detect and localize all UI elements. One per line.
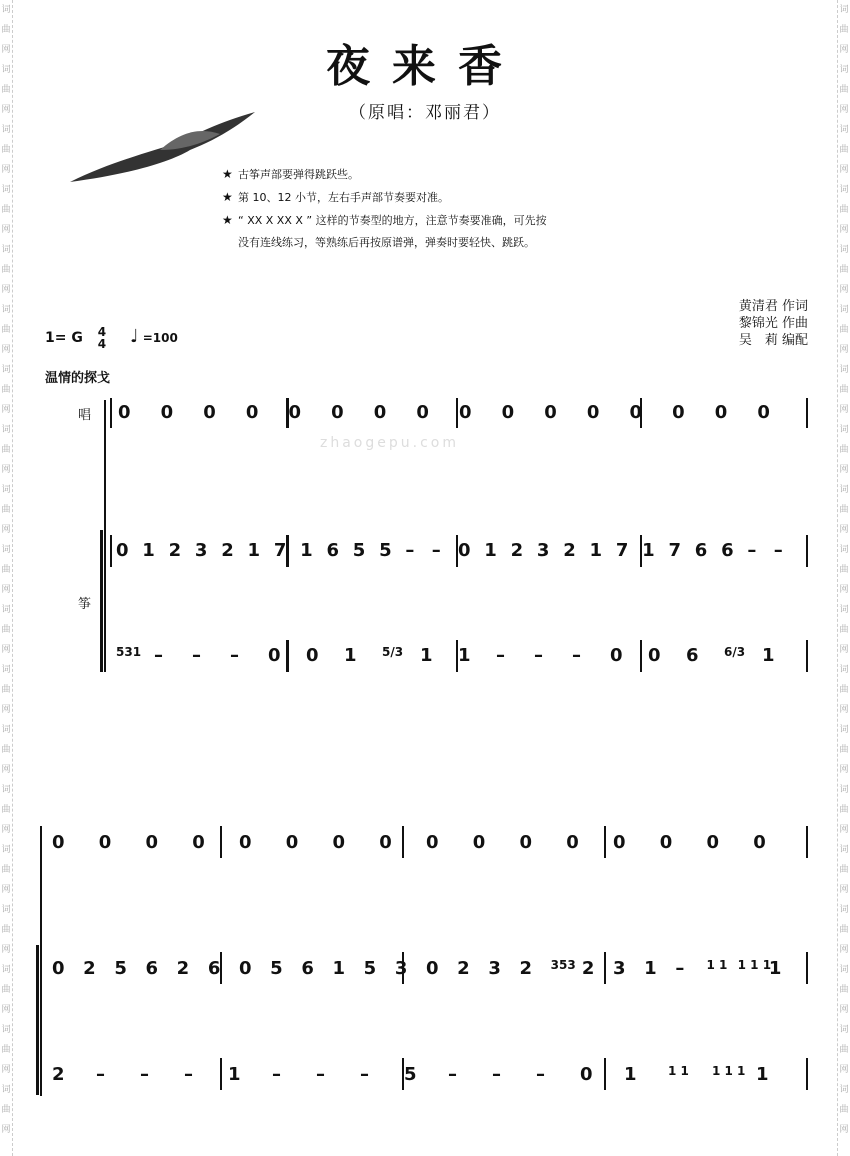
side-mark: 词 bbox=[839, 665, 849, 675]
note: 0 bbox=[472, 832, 486, 853]
side-mark: 网 bbox=[839, 1125, 849, 1135]
side-mark: 曲 bbox=[839, 865, 849, 875]
note: 5 bbox=[352, 540, 366, 561]
note: 2 bbox=[221, 540, 234, 561]
note: 2 bbox=[563, 540, 576, 561]
side-mark: 曲 bbox=[1, 25, 11, 35]
note: 2 bbox=[510, 540, 524, 561]
side-mark: 网 bbox=[839, 345, 849, 355]
side-mark: 曲 bbox=[1, 325, 11, 335]
side-mark: 曲 bbox=[1, 205, 11, 215]
side-mark: 曲 bbox=[839, 25, 849, 35]
side-mark: 词 bbox=[839, 725, 849, 735]
note: 1 1 1 bbox=[737, 958, 772, 972]
note: 0 bbox=[52, 832, 65, 853]
zheng-brace bbox=[36, 945, 39, 1095]
side-mark: 网 bbox=[1, 45, 11, 55]
side-mark: 词 bbox=[839, 1025, 849, 1035]
side-mark: 网 bbox=[1, 585, 11, 595]
side-mark: 曲 bbox=[839, 1105, 849, 1115]
note: 1 bbox=[420, 645, 433, 666]
note: 1 1 bbox=[668, 1064, 689, 1078]
note: 0 bbox=[458, 540, 471, 561]
side-mark: 词 bbox=[839, 125, 849, 135]
side-mark: 曲 bbox=[839, 565, 849, 575]
side-mark: 网 bbox=[1, 885, 11, 895]
note: – bbox=[316, 1064, 325, 1085]
note: 0 bbox=[203, 402, 216, 423]
side-mark: 曲 bbox=[839, 745, 849, 755]
side-mark: 网 bbox=[1, 1065, 11, 1075]
note: 1 bbox=[300, 540, 313, 561]
note: 0 bbox=[331, 402, 344, 423]
note: 6 bbox=[301, 958, 314, 979]
side-mark: 曲 bbox=[839, 805, 849, 815]
note: 0 bbox=[306, 645, 319, 666]
side-mark: 网 bbox=[1, 1125, 11, 1135]
side-mark: 曲 bbox=[839, 625, 849, 635]
quarter-note-icon: ♩ bbox=[130, 326, 139, 347]
note: – bbox=[496, 645, 505, 666]
side-mark: 词 bbox=[1, 545, 11, 555]
side-mark: 曲 bbox=[1, 445, 11, 455]
side-mark: 词 bbox=[839, 605, 849, 615]
side-mark: 词 bbox=[839, 485, 849, 495]
note: 0 bbox=[566, 832, 579, 853]
note: 6 bbox=[721, 540, 734, 561]
side-mark: 词 bbox=[839, 245, 849, 255]
side-mark: 词 bbox=[839, 425, 849, 435]
note: – bbox=[675, 958, 685, 979]
side-mark: 曲 bbox=[1, 265, 11, 275]
note: 0 bbox=[145, 832, 159, 853]
note: 1 bbox=[344, 645, 357, 666]
side-mark: 词 bbox=[1, 605, 11, 615]
side-mark: 曲 bbox=[1, 1105, 11, 1115]
side-mark: 网 bbox=[839, 165, 849, 175]
side-mark: 曲 bbox=[839, 985, 849, 995]
side-mark: 网 bbox=[839, 225, 849, 235]
time-signature-bottom: 4 bbox=[97, 337, 107, 351]
note: 0 bbox=[192, 832, 205, 853]
note: 1 bbox=[332, 958, 346, 979]
note: 2 bbox=[176, 958, 190, 979]
side-mark: 词 bbox=[839, 365, 849, 375]
note: 1 1 1 bbox=[712, 1064, 746, 1078]
note: 531 bbox=[116, 645, 142, 659]
song-subtitle: （原唱：邓丽君） bbox=[349, 103, 501, 123]
note: 1 bbox=[589, 540, 603, 561]
note: 1 bbox=[762, 645, 775, 666]
system-bracket bbox=[40, 826, 42, 1096]
note: 0 bbox=[239, 832, 252, 853]
note: – bbox=[140, 1064, 149, 1085]
note: – bbox=[184, 1064, 193, 1085]
side-mark: 词 bbox=[1, 125, 11, 135]
note: 2 bbox=[457, 958, 470, 979]
note: 6/3 bbox=[724, 645, 746, 659]
side-mark: 曲 bbox=[1, 805, 11, 815]
note: 6 bbox=[326, 540, 339, 561]
note: 7 bbox=[668, 540, 681, 561]
side-mark: 网 bbox=[1, 405, 11, 415]
side-mark: 网 bbox=[1, 525, 11, 535]
note: – bbox=[534, 645, 543, 666]
side-mark: 曲 bbox=[839, 205, 849, 215]
key-signature: 1= G 4 4 bbox=[45, 325, 107, 351]
side-mark: 网 bbox=[1, 285, 11, 295]
side-mark: 曲 bbox=[839, 265, 849, 275]
side-mark: 网 bbox=[839, 465, 849, 475]
note: 6 bbox=[694, 540, 708, 561]
note: 0 bbox=[648, 645, 661, 666]
note: 5 bbox=[379, 540, 392, 561]
side-mark: 词 bbox=[839, 1085, 849, 1095]
side-mark: 词 bbox=[839, 305, 849, 315]
side-mark: 网 bbox=[839, 525, 849, 535]
note: 0 bbox=[239, 958, 252, 979]
note: 0 bbox=[544, 402, 557, 423]
arranger-credit: 吴 莉 编配 bbox=[738, 333, 808, 348]
note: – bbox=[448, 1064, 457, 1085]
side-mark: 网 bbox=[1, 165, 11, 175]
side-mark: 曲 bbox=[1, 865, 11, 875]
note: – bbox=[572, 645, 581, 666]
style-marking: 温情的探戈 bbox=[45, 371, 111, 386]
note: 6 bbox=[207, 958, 221, 979]
note: 3 bbox=[613, 958, 626, 979]
note: 1 bbox=[247, 540, 261, 561]
side-mark: 曲 bbox=[1, 505, 11, 515]
side-mark: 曲 bbox=[839, 1045, 849, 1055]
lyricist-credit: 黄清君 作词 bbox=[738, 299, 808, 314]
side-mark: 词 bbox=[1, 905, 11, 915]
note: – bbox=[536, 1064, 545, 1085]
song-title: 夜来香 bbox=[326, 41, 524, 92]
side-mark: 网 bbox=[839, 765, 849, 775]
side-mark: 网 bbox=[839, 825, 849, 835]
side-mark: 网 bbox=[1, 105, 11, 115]
note: 0 bbox=[373, 402, 387, 423]
note: 0 bbox=[416, 402, 429, 423]
side-mark: 网 bbox=[839, 585, 849, 595]
side-mark: 曲 bbox=[839, 925, 849, 935]
note: 1 bbox=[484, 540, 497, 561]
note: 0 bbox=[98, 832, 112, 853]
note: – bbox=[431, 540, 441, 561]
note: – bbox=[272, 1064, 281, 1085]
side-mark: 词 bbox=[1, 1025, 11, 1035]
side-mark: 词 bbox=[1, 185, 11, 195]
side-mark: 词 bbox=[1, 485, 11, 495]
side-mark: 词 bbox=[839, 5, 849, 15]
side-mark: 网 bbox=[839, 405, 849, 415]
note: 0 bbox=[160, 402, 174, 423]
note: 0 bbox=[610, 645, 623, 666]
note: 2 bbox=[83, 958, 96, 979]
note: 0 bbox=[459, 402, 472, 423]
side-mark: 网 bbox=[839, 105, 849, 115]
side-mark: 网 bbox=[1, 1005, 11, 1015]
note: 2 bbox=[168, 540, 182, 561]
note: 7 bbox=[273, 540, 287, 561]
note: – bbox=[492, 1064, 501, 1085]
side-mark: 词 bbox=[1, 365, 11, 375]
note-item: 没有连线练习，等熟练后再按原谱弹，弹奏时要轻快、跳跃。 bbox=[238, 236, 535, 249]
note: 2 bbox=[581, 958, 595, 979]
side-mark: 网 bbox=[1, 345, 11, 355]
note: – bbox=[773, 540, 783, 561]
note: 0 bbox=[501, 402, 515, 423]
note: 1 bbox=[768, 958, 782, 979]
note: 0 bbox=[268, 645, 281, 666]
note: 0 bbox=[116, 540, 129, 561]
side-mark: 曲 bbox=[839, 685, 849, 695]
note: 1 1 bbox=[706, 958, 728, 972]
side-mark: 曲 bbox=[1, 745, 11, 755]
side-mark: 曲 bbox=[1, 925, 11, 935]
note: 0 bbox=[285, 832, 299, 853]
tempo-marking: ♩ =100 bbox=[130, 326, 178, 347]
note-item: ★ “ XX X XX X ” 这样的节奏型的地方，注意节奏要准确，可先按 bbox=[222, 209, 547, 232]
star-icon: ★ bbox=[222, 167, 233, 181]
note: 5 bbox=[404, 1064, 417, 1085]
note: 1 bbox=[458, 645, 471, 666]
star-icon: ★ bbox=[222, 213, 233, 227]
side-mark: 网 bbox=[839, 1005, 849, 1015]
side-mark: 曲 bbox=[1, 1045, 11, 1055]
note: 0 bbox=[714, 402, 728, 423]
note: 0 bbox=[586, 402, 600, 423]
note: – bbox=[747, 540, 757, 561]
note: 0 bbox=[757, 402, 770, 423]
side-mark: 网 bbox=[1, 645, 11, 655]
side-mark: 词 bbox=[1, 5, 11, 15]
note: 7 bbox=[615, 540, 629, 561]
side-mark: 网 bbox=[839, 45, 849, 55]
note: 2 bbox=[519, 958, 533, 979]
side-mark: 曲 bbox=[839, 145, 849, 155]
note: 1 bbox=[142, 540, 155, 561]
side-mark: 曲 bbox=[1, 685, 11, 695]
side-mark: 网 bbox=[1, 765, 11, 775]
side-mark: 网 bbox=[839, 285, 849, 295]
note: 3 bbox=[394, 958, 408, 979]
composer-credit: 黎锦光 作曲 bbox=[738, 316, 808, 331]
note: 6 bbox=[145, 958, 159, 979]
note: 0 bbox=[245, 402, 259, 423]
side-mark: 网 bbox=[839, 705, 849, 715]
note: 0 bbox=[613, 832, 626, 853]
side-mark: 曲 bbox=[839, 85, 849, 95]
note: 0 bbox=[753, 832, 766, 853]
side-mark: 词 bbox=[839, 785, 849, 795]
side-mark: 网 bbox=[1, 705, 11, 715]
note: 2 bbox=[52, 1064, 65, 1085]
side-mark: 曲 bbox=[839, 385, 849, 395]
side-mark: 曲 bbox=[839, 505, 849, 515]
side-mark: 曲 bbox=[1, 385, 11, 395]
note: 5 bbox=[114, 958, 127, 979]
note: 1 bbox=[228, 1064, 241, 1085]
note: – bbox=[96, 1064, 105, 1085]
note: 0 bbox=[672, 402, 685, 423]
note: 1 bbox=[756, 1064, 769, 1085]
star-icon: ★ bbox=[222, 190, 233, 204]
side-mark: 词 bbox=[1, 65, 11, 75]
side-mark: 网 bbox=[839, 645, 849, 655]
note: 3 bbox=[194, 540, 208, 561]
side-mark: 词 bbox=[839, 845, 849, 855]
note: 0 bbox=[659, 832, 673, 853]
side-mark: 曲 bbox=[839, 325, 849, 335]
side-mark: 曲 bbox=[1, 625, 11, 635]
side-mark: 曲 bbox=[1, 85, 11, 95]
note: 0 bbox=[580, 1064, 593, 1085]
note: 0 bbox=[118, 402, 131, 423]
side-mark: 词 bbox=[839, 185, 849, 195]
side-mark: 网 bbox=[839, 1065, 849, 1075]
note: – bbox=[405, 540, 415, 561]
note: 0 bbox=[332, 832, 346, 853]
note: 6 bbox=[686, 645, 699, 666]
side-mark: 网 bbox=[1, 465, 11, 475]
note: 0 bbox=[426, 958, 439, 979]
note: 0 bbox=[519, 832, 533, 853]
note: 1 bbox=[624, 1064, 637, 1085]
side-mark: 词 bbox=[1, 245, 11, 255]
voice-part-label: 唱 bbox=[78, 408, 92, 423]
side-mark: 曲 bbox=[1, 985, 11, 995]
note: 353 bbox=[550, 958, 576, 972]
note: 0 bbox=[706, 832, 720, 853]
side-mark: 词 bbox=[1, 725, 11, 735]
note: – bbox=[360, 1064, 369, 1085]
note: 0 bbox=[52, 958, 65, 979]
side-mark: 网 bbox=[839, 885, 849, 895]
time-signature-top: 4 bbox=[97, 325, 107, 339]
side-mark: 词 bbox=[839, 965, 849, 975]
side-mark: 曲 bbox=[1, 565, 11, 575]
side-mark: 词 bbox=[1, 665, 11, 675]
side-mark: 网 bbox=[1, 225, 11, 235]
side-mark: 网 bbox=[839, 945, 849, 955]
note: – bbox=[192, 645, 201, 666]
side-mark: 词 bbox=[839, 905, 849, 915]
side-mark: 词 bbox=[1, 965, 11, 975]
watermark: zhaogepu.com bbox=[320, 435, 459, 451]
note: 0 bbox=[629, 402, 643, 423]
side-mark: 词 bbox=[1, 785, 11, 795]
side-mark: 曲 bbox=[839, 445, 849, 455]
side-mark: 网 bbox=[1, 825, 11, 835]
side-mark: 词 bbox=[839, 65, 849, 75]
side-mark: 词 bbox=[839, 545, 849, 555]
note: – bbox=[230, 645, 239, 666]
note: 5/3 bbox=[382, 645, 404, 659]
side-mark: 词 bbox=[1, 305, 11, 315]
note: 5 bbox=[270, 958, 283, 979]
zheng-part-label: 筝 bbox=[78, 597, 92, 612]
note: 1 bbox=[644, 958, 657, 979]
note: 0 bbox=[288, 402, 302, 423]
side-mark: 词 bbox=[1, 845, 11, 855]
note: 1 bbox=[642, 540, 655, 561]
note: 5 bbox=[363, 958, 377, 979]
note: 0 bbox=[379, 832, 392, 853]
side-mark: 词 bbox=[1, 425, 11, 435]
side-mark: 词 bbox=[1, 1085, 11, 1095]
side-mark: 网 bbox=[1, 945, 11, 955]
side-mark: 曲 bbox=[1, 145, 11, 155]
note: – bbox=[154, 645, 163, 666]
note-item: ★ 古筝声部要弹得跳跃些。 bbox=[222, 163, 547, 186]
note: 3 bbox=[488, 958, 501, 979]
note-item: ★ 第 10、12 小节，左右手声部节奏要对准。 bbox=[222, 186, 547, 209]
note: 0 bbox=[426, 832, 439, 853]
note: 3 bbox=[536, 540, 550, 561]
